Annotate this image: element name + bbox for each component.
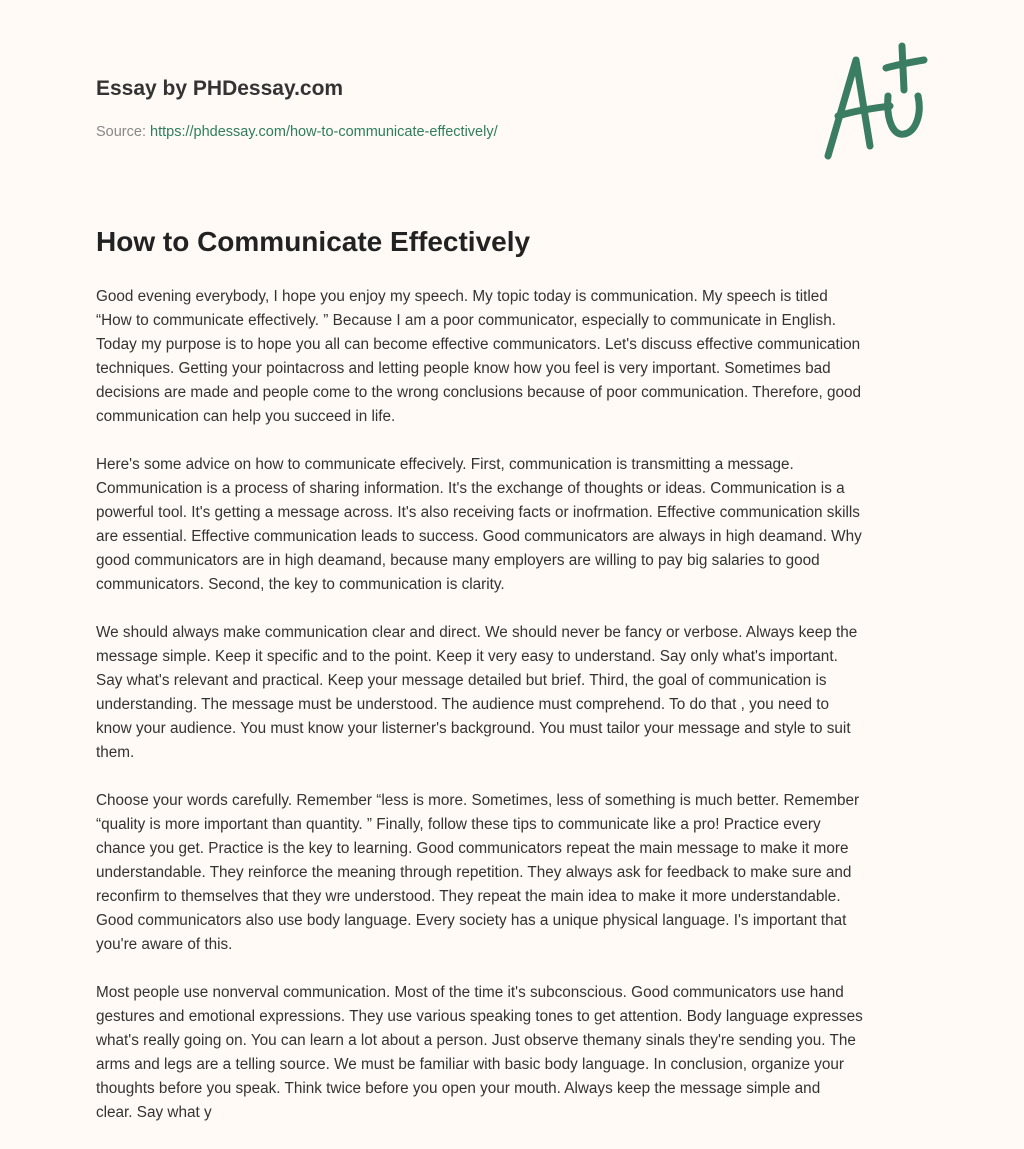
paragraph-line: Good evening everybody, I hope you enjoy my speech. My topic today is communication. My speech is titled xyxy=(96,288,828,305)
paragraph-line: message simple. Keep it specific and to the point. Keep it very easy to understand. Say only what's important. xyxy=(96,648,838,665)
paragraph-line: good communicators are in high deamand, because many employers are willing to pay big salaries to good xyxy=(96,552,820,569)
essay-paragraph xyxy=(96,285,936,429)
paragraph-line: powerful tool. It's getting a message across. It's also receiving facts or inofrmation. Effective communication skills xyxy=(96,504,860,521)
essay-paragraph xyxy=(96,453,936,597)
paragraph-line: techniques. Getting your pointacross and letting people know how you feel is very important. Sometimes bad xyxy=(96,360,831,377)
paragraph-line: chance you get. Practice is the key to learning. Good communicators repeat the main message to make it more xyxy=(96,840,849,857)
paragraph-line: Most people use nonverval communication. Most of the time it's subconscious. Good communicators use hand xyxy=(96,984,844,1001)
paragraph-line: understanding. The message must be understood. The audience must comprehend. To do that , you need to xyxy=(96,696,830,713)
paragraph-line: “quality is more important than quantity. ” Finally, follow these tips to communicate like a pro! Practice every xyxy=(96,816,821,833)
paragraph-line: Choose your words carefully. Remember “less is more. Sometimes, less of something is much better. Remember xyxy=(96,792,860,809)
paragraph-line: We should always make communication clear and direct. We should never be fancy or verbose. Always keep the xyxy=(96,624,858,641)
paragraph-line: Today my purpose is to hope you all can become effective communicators. Let's discuss effective communication xyxy=(96,336,861,353)
paragraph-line: decisions are made and people come to the wrong conclusions because of poor communication. Therefore, good xyxy=(96,384,862,401)
brand-title: Essay by PHDessay.com xyxy=(96,77,344,100)
paragraph-line: Say what's relevant and practical. Keep your message detailed but brief. Third, the goal of communication is xyxy=(96,672,827,689)
paragraph-line: reconfirm to themselves that they wre understood. They repeat the main idea to make it more understandable. xyxy=(96,888,841,905)
paragraph-line: what's really going on. You can learn a lot about a person. Just observe themany sinals they're sending you. The xyxy=(96,1032,856,1049)
paragraph-line: gestures and emotional expressions. They use various speaking tones to get attention. Body language expresses xyxy=(96,1008,863,1025)
paragraph-line: them. xyxy=(96,744,135,761)
paragraph-line: clear. Say what y xyxy=(96,1104,212,1121)
paragraph-line: Communication is a process of sharing information. It's the exchange of thoughts or ideas. Communication is a xyxy=(96,480,845,497)
paragraph-line: Good communicators also use body language. Every society has a unique physical language. I's important that xyxy=(96,912,847,929)
essay-paragraph xyxy=(96,621,936,765)
source-link[interactable]: https://phdessay.com/how-to-communicate-effectively/ xyxy=(150,124,498,140)
paragraph-line: understandable. They reinforce the meaning through repetition. They always ask for feedback to make sure and xyxy=(96,864,852,881)
a-plus-logo xyxy=(818,38,928,163)
essay-body xyxy=(96,285,936,1149)
essay-paragraph xyxy=(96,981,936,1125)
essay-title: How to Communicate Effectively xyxy=(96,226,531,257)
paragraph-line: arms and legs are a telling source. We must be familiar with basic body language. In conclusion, organize your xyxy=(96,1056,844,1073)
paragraph-line: communication can help you succeed in life. xyxy=(96,408,396,425)
paragraph-line: are essential. Effective communication leads to success. Good communicators are always in high deamand. Why xyxy=(96,528,862,545)
essay-paragraph xyxy=(96,789,936,957)
paragraph-line: you're aware of this. xyxy=(96,936,233,953)
paragraph-line: know your audience. You must know your listerner's background. You must tailor your message and style to suit xyxy=(96,720,851,737)
paragraph-line: communicators. Second, the key to communication is clarity. xyxy=(96,576,505,593)
paragraph-line: Here's some advice on how to communicate effecively. First, communication is transmitting a message. xyxy=(96,456,794,473)
source-line xyxy=(96,124,498,140)
paragraph-line: thoughts before you speak. Think twice before you open your mouth. Always keep the message simple and xyxy=(96,1080,821,1097)
source-label: Source: xyxy=(96,124,146,140)
paragraph-line: “How to communicate effectively. ” Because I am a poor communicator, especially to communicate in English. xyxy=(96,312,836,329)
